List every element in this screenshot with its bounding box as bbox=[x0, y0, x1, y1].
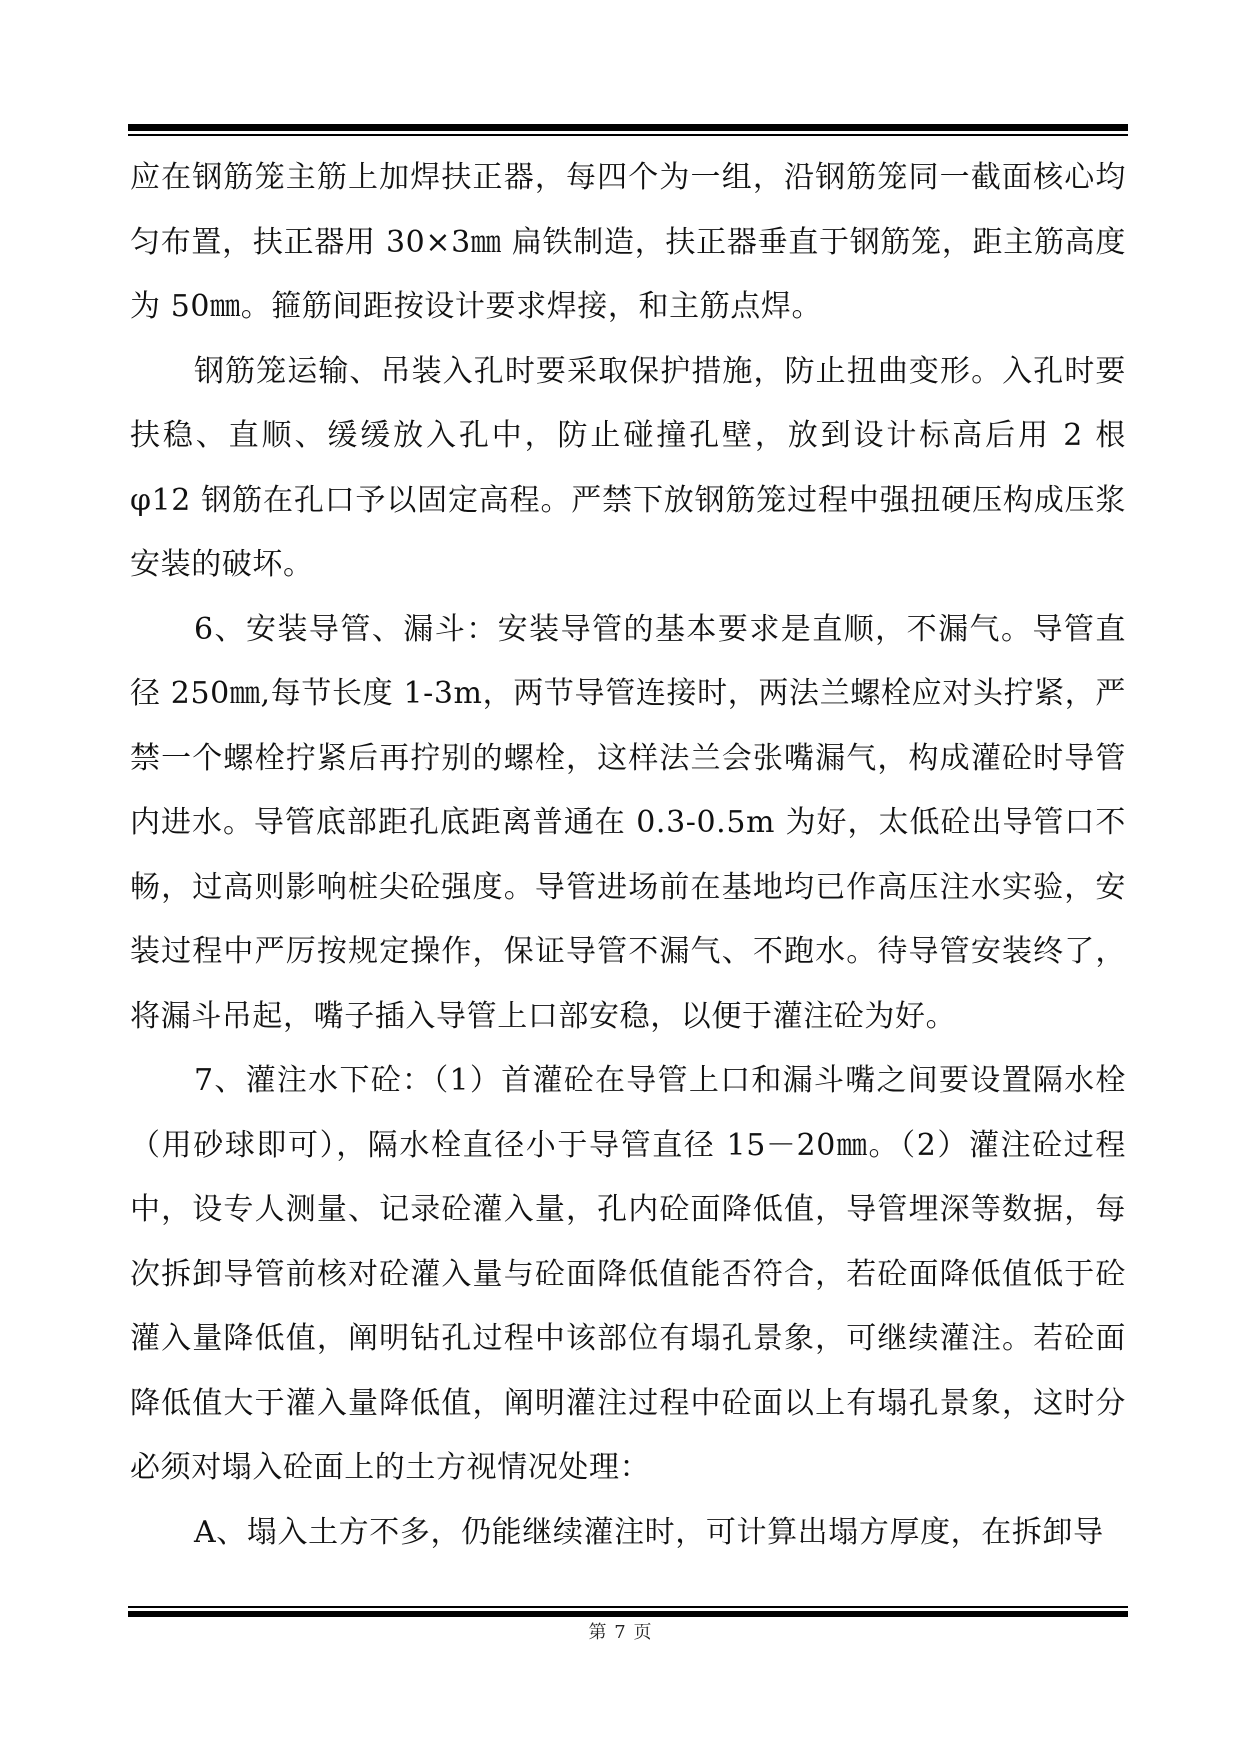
footer-rule-thick bbox=[128, 1611, 1128, 1617]
footer-rule-thin bbox=[128, 1606, 1128, 1608]
page-body bbox=[130, 146, 1126, 1565]
paragraph-2: 钢筋笼运输、吊装入孔时要采取保护措施，防止扭曲变形。入孔时要扶稳、直顺、缓缓放入孔中，防止碰撞孔壁，放到设计标高后用 2 根 φ12 钢筋在孔口予以固定高程。严禁下放钢筋笼过程中强扭硬压构成压浆安装的破坏。 bbox=[130, 353, 1126, 582]
header-rule-thick bbox=[128, 124, 1128, 131]
paragraph-3: 6、安装导管、漏斗：安装导管的基本要求是直顺，不漏气。导管直径 250㎜,每节长度 1-3m，两节导管连接时，两法兰螺栓应对头拧紧，严禁一个螺栓拧紧后再拧别的螺栓，这样法兰会张嘴漏气，构成灌砼时导管内进水。导管底部距孔底距离普通在 0.3-0.5m 为好，太低砼出导管口不畅，过高则影响桩尖砼强度。导管进场前在基地均已作高压注水实验，安装过程中严厉按规定操作，保证导管不漏气、不跑水。待导管安装终了，将漏斗吊起，嘴子插入导管上口部安稳，以便于灌注砼为好。 bbox=[130, 611, 1126, 1034]
paragraph-4: 7、灌注水下砼：（1）首灌砼在导管上口和漏斗嘴之间要设置隔水栓（用砂球即可），隔水栓直径小于导管直径 15－20㎜。（2）灌注砼过程中，设专人测量、记录砼灌入量，孔内砼面降低值，导管埋深等数据，每次拆卸导管前核对砼灌入量与砼面降低值能否符合，若砼面降低值低于砼灌入量降低值，阐明钻孔过程中该部位有塌孔景象，可继续灌注。若砼面降低值大于灌入量降低值，阐明灌注过程中砼面以上有塌孔景象，这时分必须对塌入砼面上的土方视情况处理： bbox=[130, 1063, 1126, 1485]
page-number: 第 7 页 bbox=[588, 1622, 653, 1643]
paragraph-1: 应在钢筋笼主筋上加焊扶正器，每四个为一组，沿钢筋笼同一截面核心均匀布置，扶正器用 30×3㎜ 扁铁制造，扶正器垂直于钢筋笼，距主筋高度为 50㎜。箍筋间距按设计要求焊接，和主筋点焊。 bbox=[130, 160, 1126, 324]
paragraph-5: A、塌入土方不多，仍能继续灌注时，可计算出塌方厚度，在拆卸导 bbox=[194, 1514, 1104, 1550]
header-rule-thin bbox=[128, 134, 1128, 136]
